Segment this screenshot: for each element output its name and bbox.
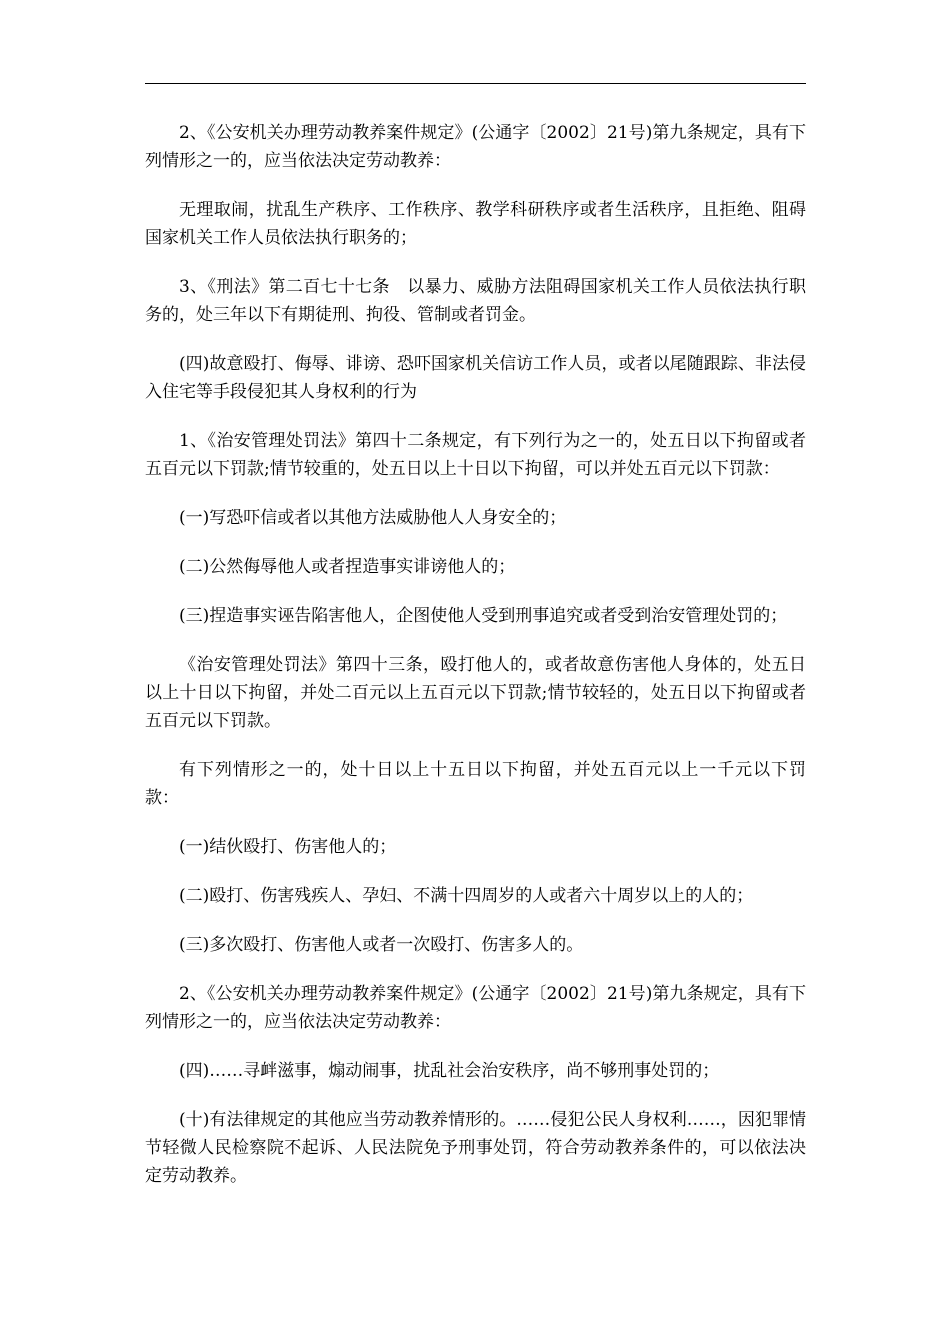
paragraph: (四)故意殴打、侮辱、诽谤、恐吓国家机关信访工作人员，或者以尾随跟踪、非法侵入住宅等手段侵犯其人身权利的行为 <box>145 354 806 402</box>
paragraph: (二)殴打、伤害残疾人、孕妇、不满十四周岁的人或者六十周岁以上的人的； <box>179 886 754 906</box>
paragraph: 《治安管理处罚法》第四十三条，殴打他人的，或者故意伤害他人身体的，处五日以上十日以下拘留，并处二百元以上五百元以下罚款;情节较轻的，处五日以下拘留或者五百元以下罚款。 <box>145 655 806 731</box>
paragraph: 无理取闹，扰乱生产秩序、工作秩序、教学科研秩序或者生活秩序，且拒绝、阻碍国家机关工作人员依法执行职务的； <box>145 200 806 248</box>
paragraph: (三)捏造事实诬告陷害他人，企图使他人受到刑事追究或者受到治安管理处罚的； <box>179 606 788 626</box>
paragraph: 3、《刑法》第二百七十七条 以暴力、威胁方法阻碍国家机关工作人员依法执行职务的，处三年以下有期徒刑、拘役、管制或者罚金。 <box>145 277 806 325</box>
paragraph: (三)多次殴打、伤害他人或者一次殴打、伤害多人的。 <box>179 935 584 955</box>
paragraph: (一)结伙殴打、伤害他人的； <box>179 837 397 857</box>
paragraph: (四)……寻衅滋事，煽动闹事，扰乱社会治安秩序，尚不够刑事处罚的； <box>179 1061 720 1081</box>
paragraph: (二)公然侮辱他人或者捏造事实诽谤他人的； <box>179 557 516 577</box>
paragraph: 有下列情形之一的，处十日以上十五日以下拘留，并处五百元以上一千元以下罚款： <box>145 760 806 808</box>
paragraph: (十)有法律规定的其他应当劳动教养情形的。……侵犯公民人身权利……，因犯罪情节轻微人民检察院不起诉、人民法院免予刑事处罚，符合劳动教养条件的，可以依法决定劳动教养。 <box>145 1110 806 1186</box>
header-rule <box>145 83 806 84</box>
paragraph: 2、《公安机关办理劳动教养案件规定》(公通字〔2002〕21号)第九条规定，具有下列情形之一的，应当依法决定劳动教养： <box>145 123 806 171</box>
paragraph: (一)写恐吓信或者以其他方法威胁他人人身安全的； <box>179 508 567 528</box>
document-body <box>145 119 806 1211</box>
paragraph: 1、《治安管理处罚法》第四十二条规定，有下列行为之一的，处五日以下拘留或者五百元以下罚款;情节较重的，处五日以上十日以下拘留，可以并处五百元以下罚款： <box>145 431 806 479</box>
paragraph: 2、《公安机关办理劳动教养案件规定》(公通字〔2002〕21号)第九条规定，具有下列情形之一的，应当依法决定劳动教养： <box>145 984 806 1032</box>
